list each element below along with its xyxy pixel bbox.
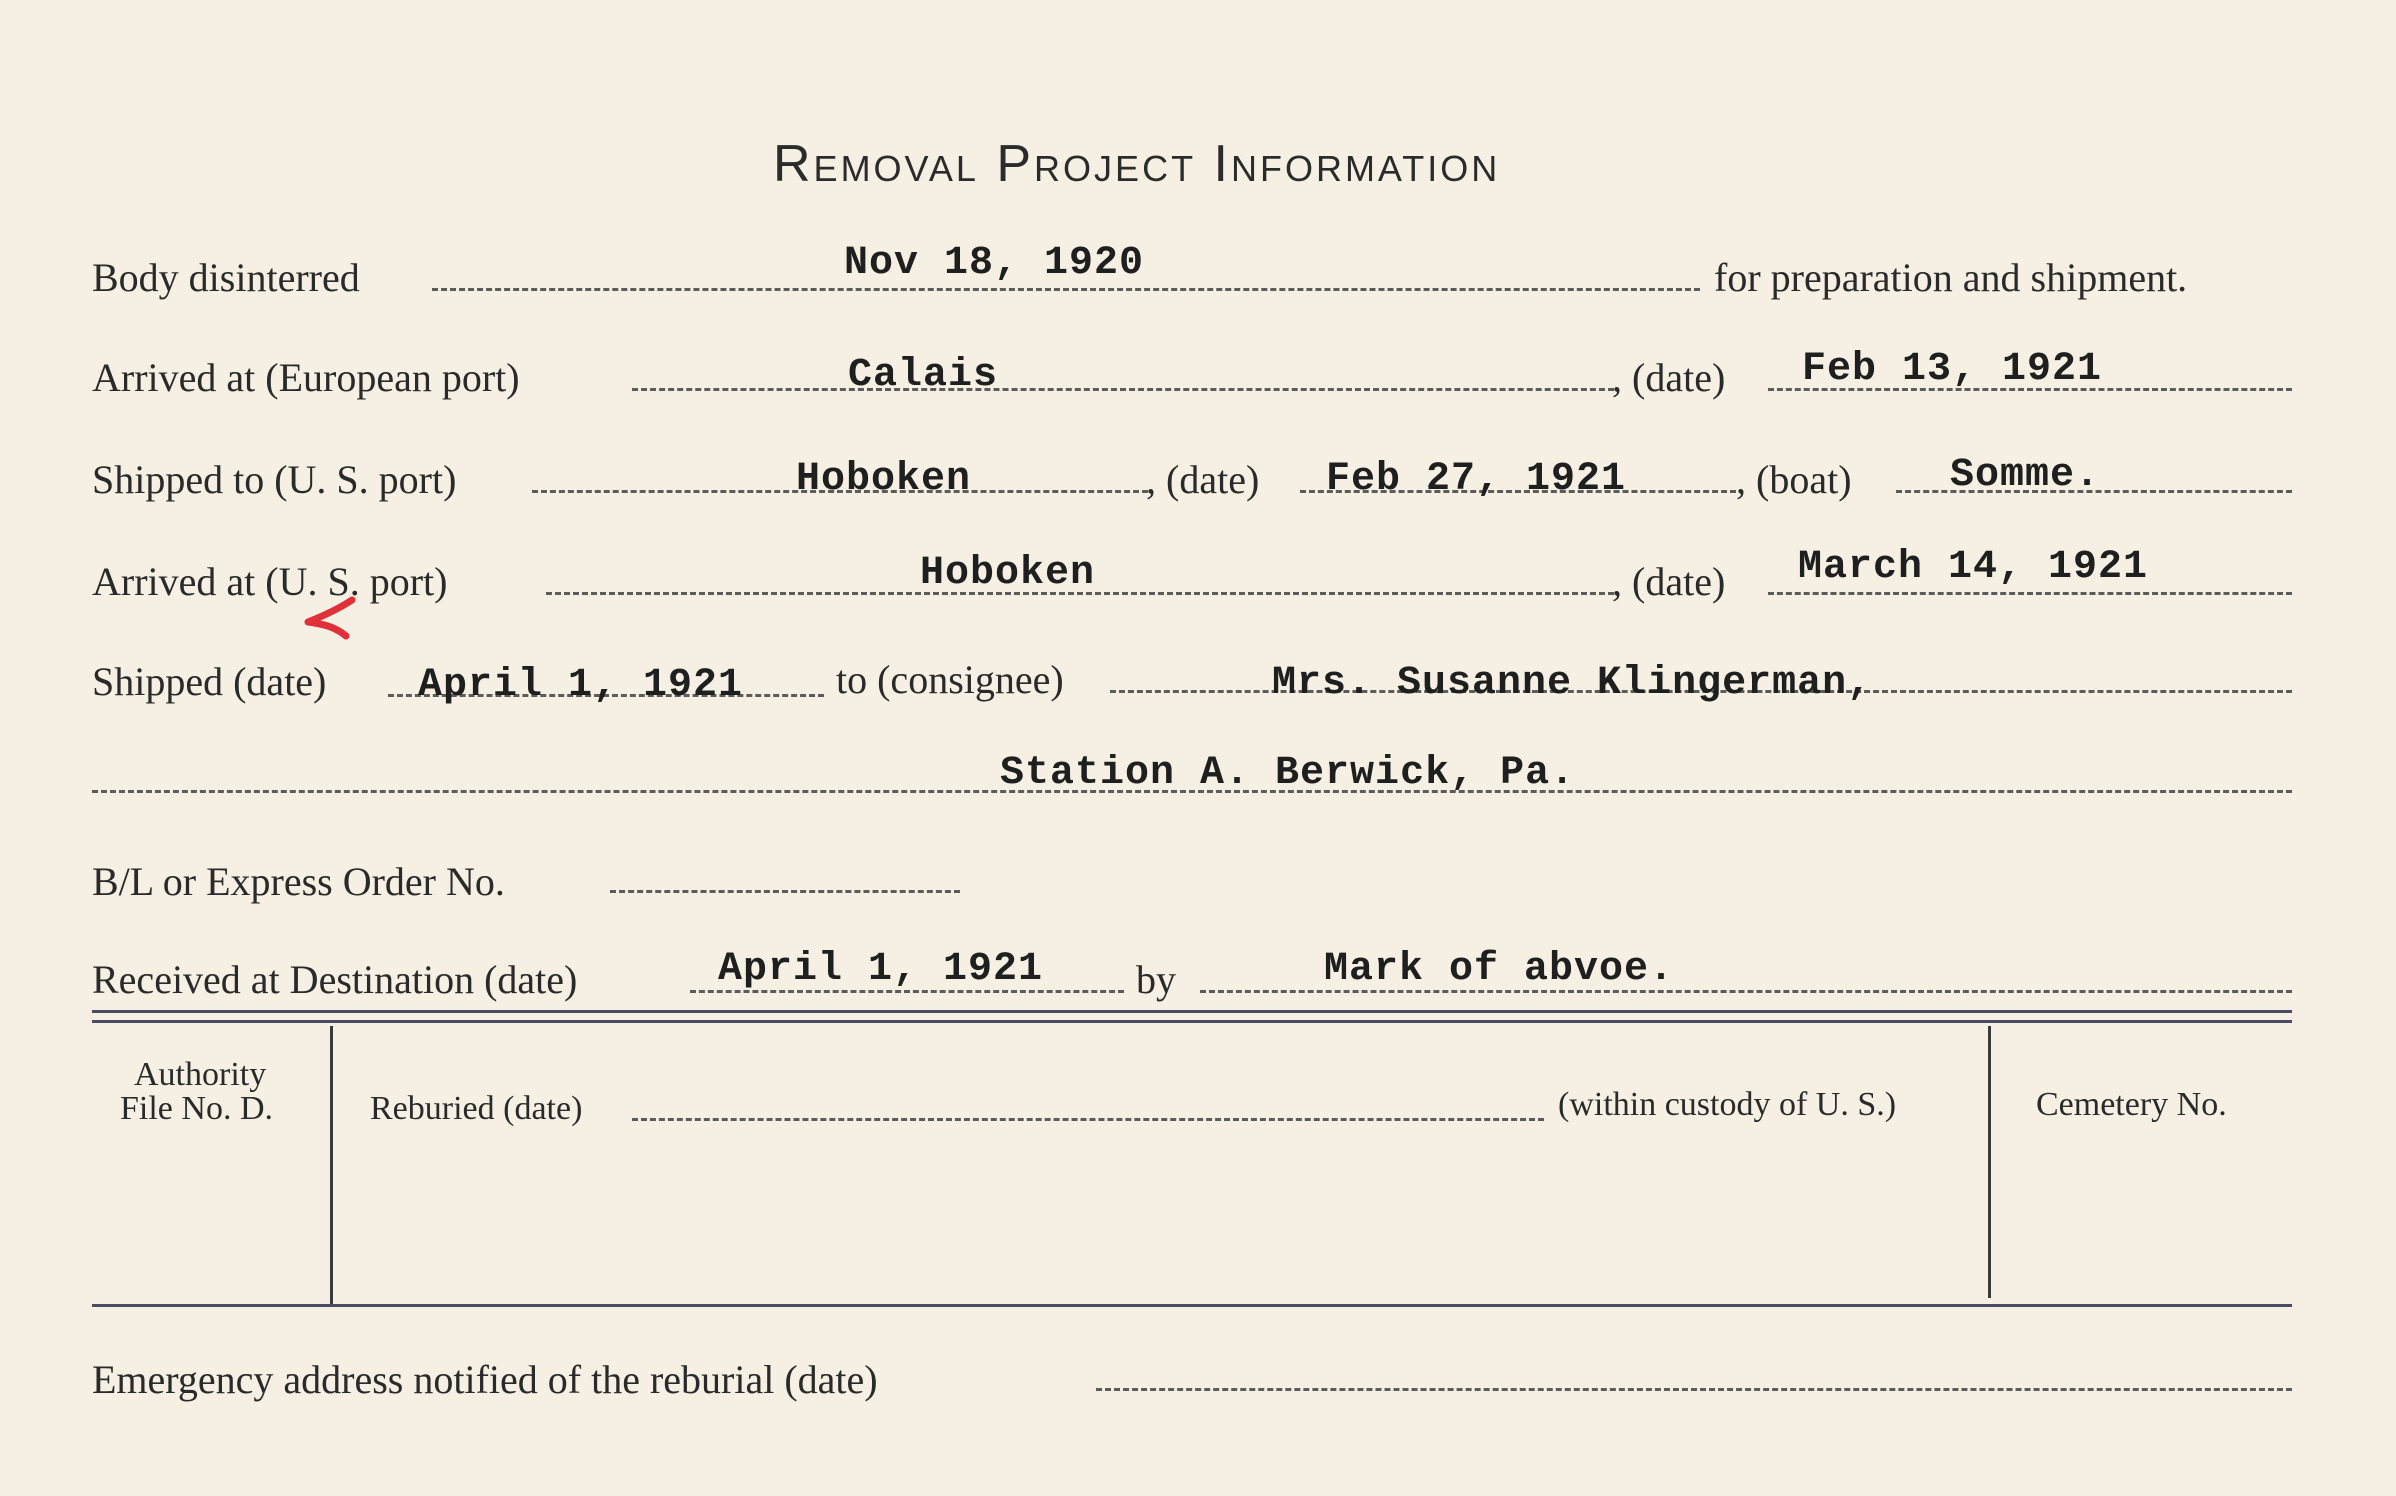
body-disinterred-line: [432, 288, 1700, 291]
arrived-us-port: Hoboken: [920, 551, 1096, 596]
arrived-us-date-label: , (date): [1612, 559, 1726, 604]
arrived-european-date: Feb 13, 1921: [1802, 347, 2103, 392]
authority-label-line2: File No. D.: [120, 1090, 273, 1127]
shipped-us-port: Hoboken: [796, 457, 972, 502]
cemetery-divider: [1988, 1026, 1991, 1298]
arrived-us-date-line: [1768, 592, 2292, 595]
emergency-line: [1096, 1388, 2292, 1391]
body-disinterred-suffix: for preparation and shipment.: [1714, 255, 2188, 300]
consignee-label: to (consignee): [836, 657, 1064, 702]
bl-order-label: B/L or Express Order No.: [92, 859, 505, 904]
body-disinterred-value: Nov 18, 1920: [844, 241, 1145, 286]
authority-label-line1: Authority: [134, 1056, 267, 1093]
shipped-date-label: Shipped (date): [92, 659, 327, 704]
check-mark-icon: [300, 596, 364, 644]
reburied-line: [632, 1118, 1544, 1121]
shipped-us-boat-label: , (boat): [1736, 457, 1852, 502]
arrived-european-date-label: , (date): [1612, 355, 1726, 400]
arrived-us-date: March 14, 1921: [1798, 545, 2149, 590]
shipped-us-label: Shipped to (U. S. port): [92, 457, 457, 502]
arrived-us-label: Arrived at (U. S. port): [92, 559, 448, 604]
body-disinterred-label: Body disinterred: [92, 255, 360, 300]
consignee-name: Mrs. Susanne Klingerman,: [1272, 661, 1873, 706]
shipped-us-boat: Somme.: [1950, 453, 2101, 498]
arrived-european-label: Arrived at (European port): [92, 355, 520, 400]
section-rule-top-2: [92, 1020, 2292, 1023]
received-date: April 1, 1921: [718, 947, 1044, 992]
custody-label: (within custody of U. S.): [1558, 1086, 1897, 1123]
page-title: Removal Project Information: [773, 135, 1501, 193]
authority-divider: [330, 1026, 333, 1304]
received-by: Mark of abvoe.: [1324, 947, 1675, 992]
emergency-label: Emergency address notified of the reburial (date): [92, 1357, 878, 1402]
shipped-us-date: Feb 27, 1921: [1326, 457, 1627, 502]
shipped-us-date-label: , (date): [1146, 457, 1260, 502]
cemetery-label: Cemetery No.: [2036, 1086, 2227, 1123]
reburied-label: Reburied (date): [370, 1090, 583, 1127]
arrived-european-port: Calais: [848, 353, 999, 398]
received-label: Received at Destination (date): [92, 957, 578, 1002]
bl-order-line: [610, 890, 960, 893]
received-by-label: by: [1136, 957, 1176, 1002]
section-rule-bottom: [92, 1304, 2292, 1307]
arrived-european-line: [632, 388, 1614, 391]
shipped-date: April 1, 1921: [418, 663, 744, 708]
consignee-address: Station A. Berwick, Pa.: [1000, 751, 1576, 796]
section-rule-top: [92, 1010, 2292, 1013]
